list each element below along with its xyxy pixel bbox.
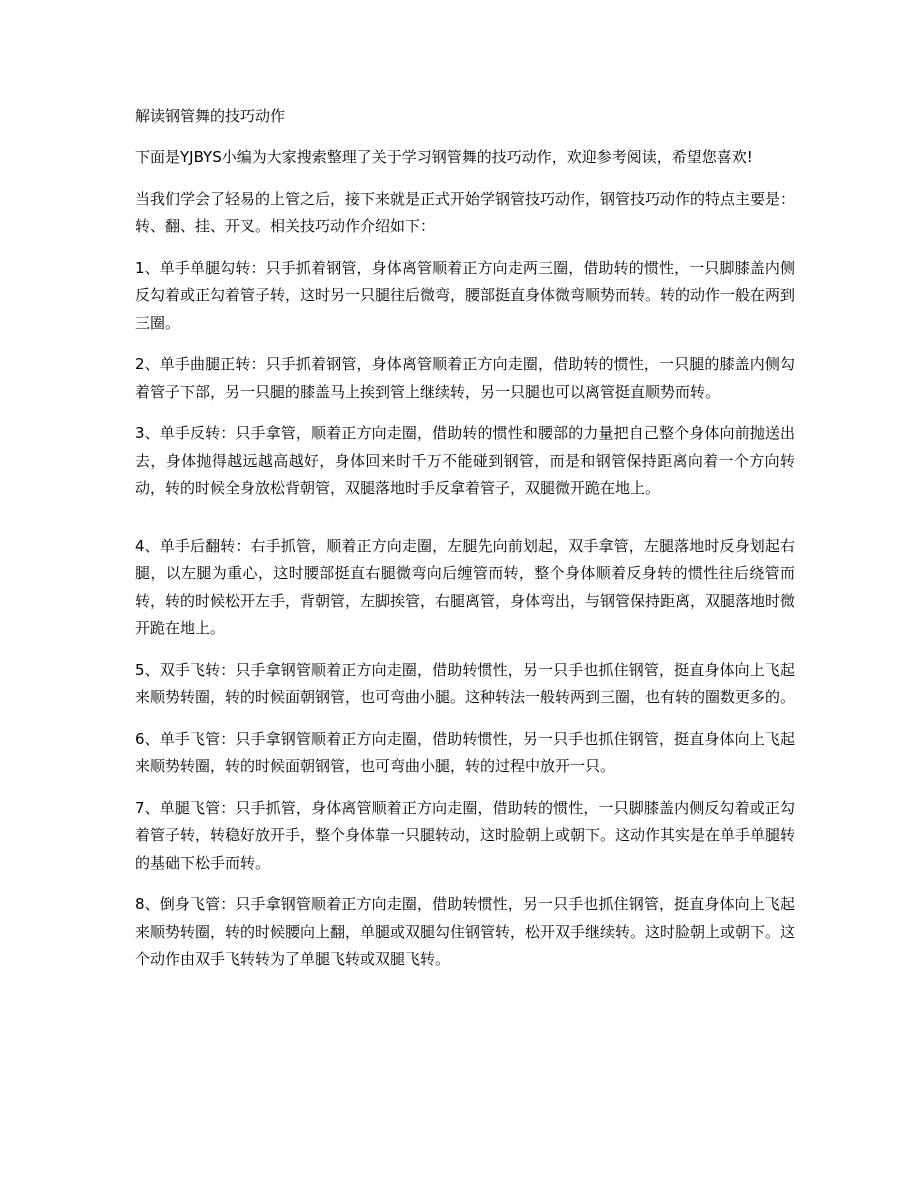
- technique-paragraph-2: 2、单手曲腿正转：只手抓着钢管，身体离管顺着正方向走圈，借助转的惯性，一只腿的膝盖内侧勾着管子下部，另一只腿的膝盖马上挨到管上继续转，另一只腿也可以离管挺直顺势而转。: [135, 355, 795, 401]
- technique-paragraph-5: 5、双手飞转：只手拿钢管顺着正方向走圈，借助转惯性，另一只手也抓住钢管，挺直身体向上飞起来顺势转圈，转的时候面朝钢管，也可弯曲小腿。这种转法一般转两到三圈，也有转的圈数更多的。: [135, 660, 796, 706]
- document-title: 解读钢管舞的技巧动作: [135, 107, 286, 125]
- technique-paragraph-3: 3、单手反转：只手拿管，顺着正方向走圈，借助转的惯性和腰部的力量把自己整个身体向前抛送出去，身体抛得越远越高越好，身体回来时千万不能碰到钢管，而是和钢管保持距离向着一个方向转动，转的时候全身放松背朝管，双腿落地时手反拿着管子，双腿微开跪在地上。: [135, 424, 795, 497]
- overview-paragraph: 当我们学会了轻易的上管之后，接下来就是正式开始学钢管技巧动作，钢管技巧动作的特点主要是：转、翻、挂、开叉。相关技巧动作介绍如下：: [135, 189, 796, 235]
- technique-paragraph-8: 8、倒身飞管：只手拿钢管顺着正方向走圈，借助转惯性，另一只手也抓住钢管，挺直身体向上飞起来顺势转圈，转的时候腰向上翻，单腿或双腿勾住钢管转，松开双手继续转。这时脸朝上或朝下。这个动作由双手飞转转为了单腿飞转或双腿飞转。: [135, 895, 796, 968]
- technique-paragraph-7: 7、单腿飞管：只手抓管，身体离管顺着正方向走圈，借助转的惯性，一只脚膝盖内侧反勾着或正勾着管子转，转稳好放开手，整个身体靠一只腿转动，这时脸朝上或朝下。这动作其实是在单手单腿转的基础下松手而转。: [135, 798, 796, 872]
- technique-paragraph-4: 4、单手后翻转：右手抓管，顺着正方向走圈，左腿先向前划起，双手拿管，左腿落地时反身划起右腿，以左腿为重心，这时腰部挺直右腿微弯向后缠管而转，整个身体顺着反身转的惯性往后绕管而转，转的时候松开左手，背朝管，左脚挨管，右腿离管，身体弯出，与钢管保持距离，双腿落地时微开跪在地上。: [135, 536, 796, 637]
- intro-paragraph: 下面是YJBYS小编为大家搜索整理了关于学习钢管舞的技巧动作，欢迎参考阅读，希望您喜欢!: [135, 148, 753, 166]
- technique-paragraph-6: 6、单手飞管：只手拿钢管顺着正方向走圈，借助转惯性，另一只手也抓住钢管，挺直身体向上飞起来顺势转圈，转的时候面朝钢管，也可弯曲小腿，转的过程中放开一只。: [135, 729, 795, 775]
- technique-paragraph-1: 1、单手单腿勾转：只手抓着钢管，身体离管顺着正方向走两三圈，借助转的惯性，一只脚膝盖内侧反勾着或正勾着管子转，这时另一只腿往后微弯，腰部挺直身体微弯顺势而转。转的动作一般在两到三圈。: [135, 258, 796, 332]
- document-page: [135, 102, 795, 988]
